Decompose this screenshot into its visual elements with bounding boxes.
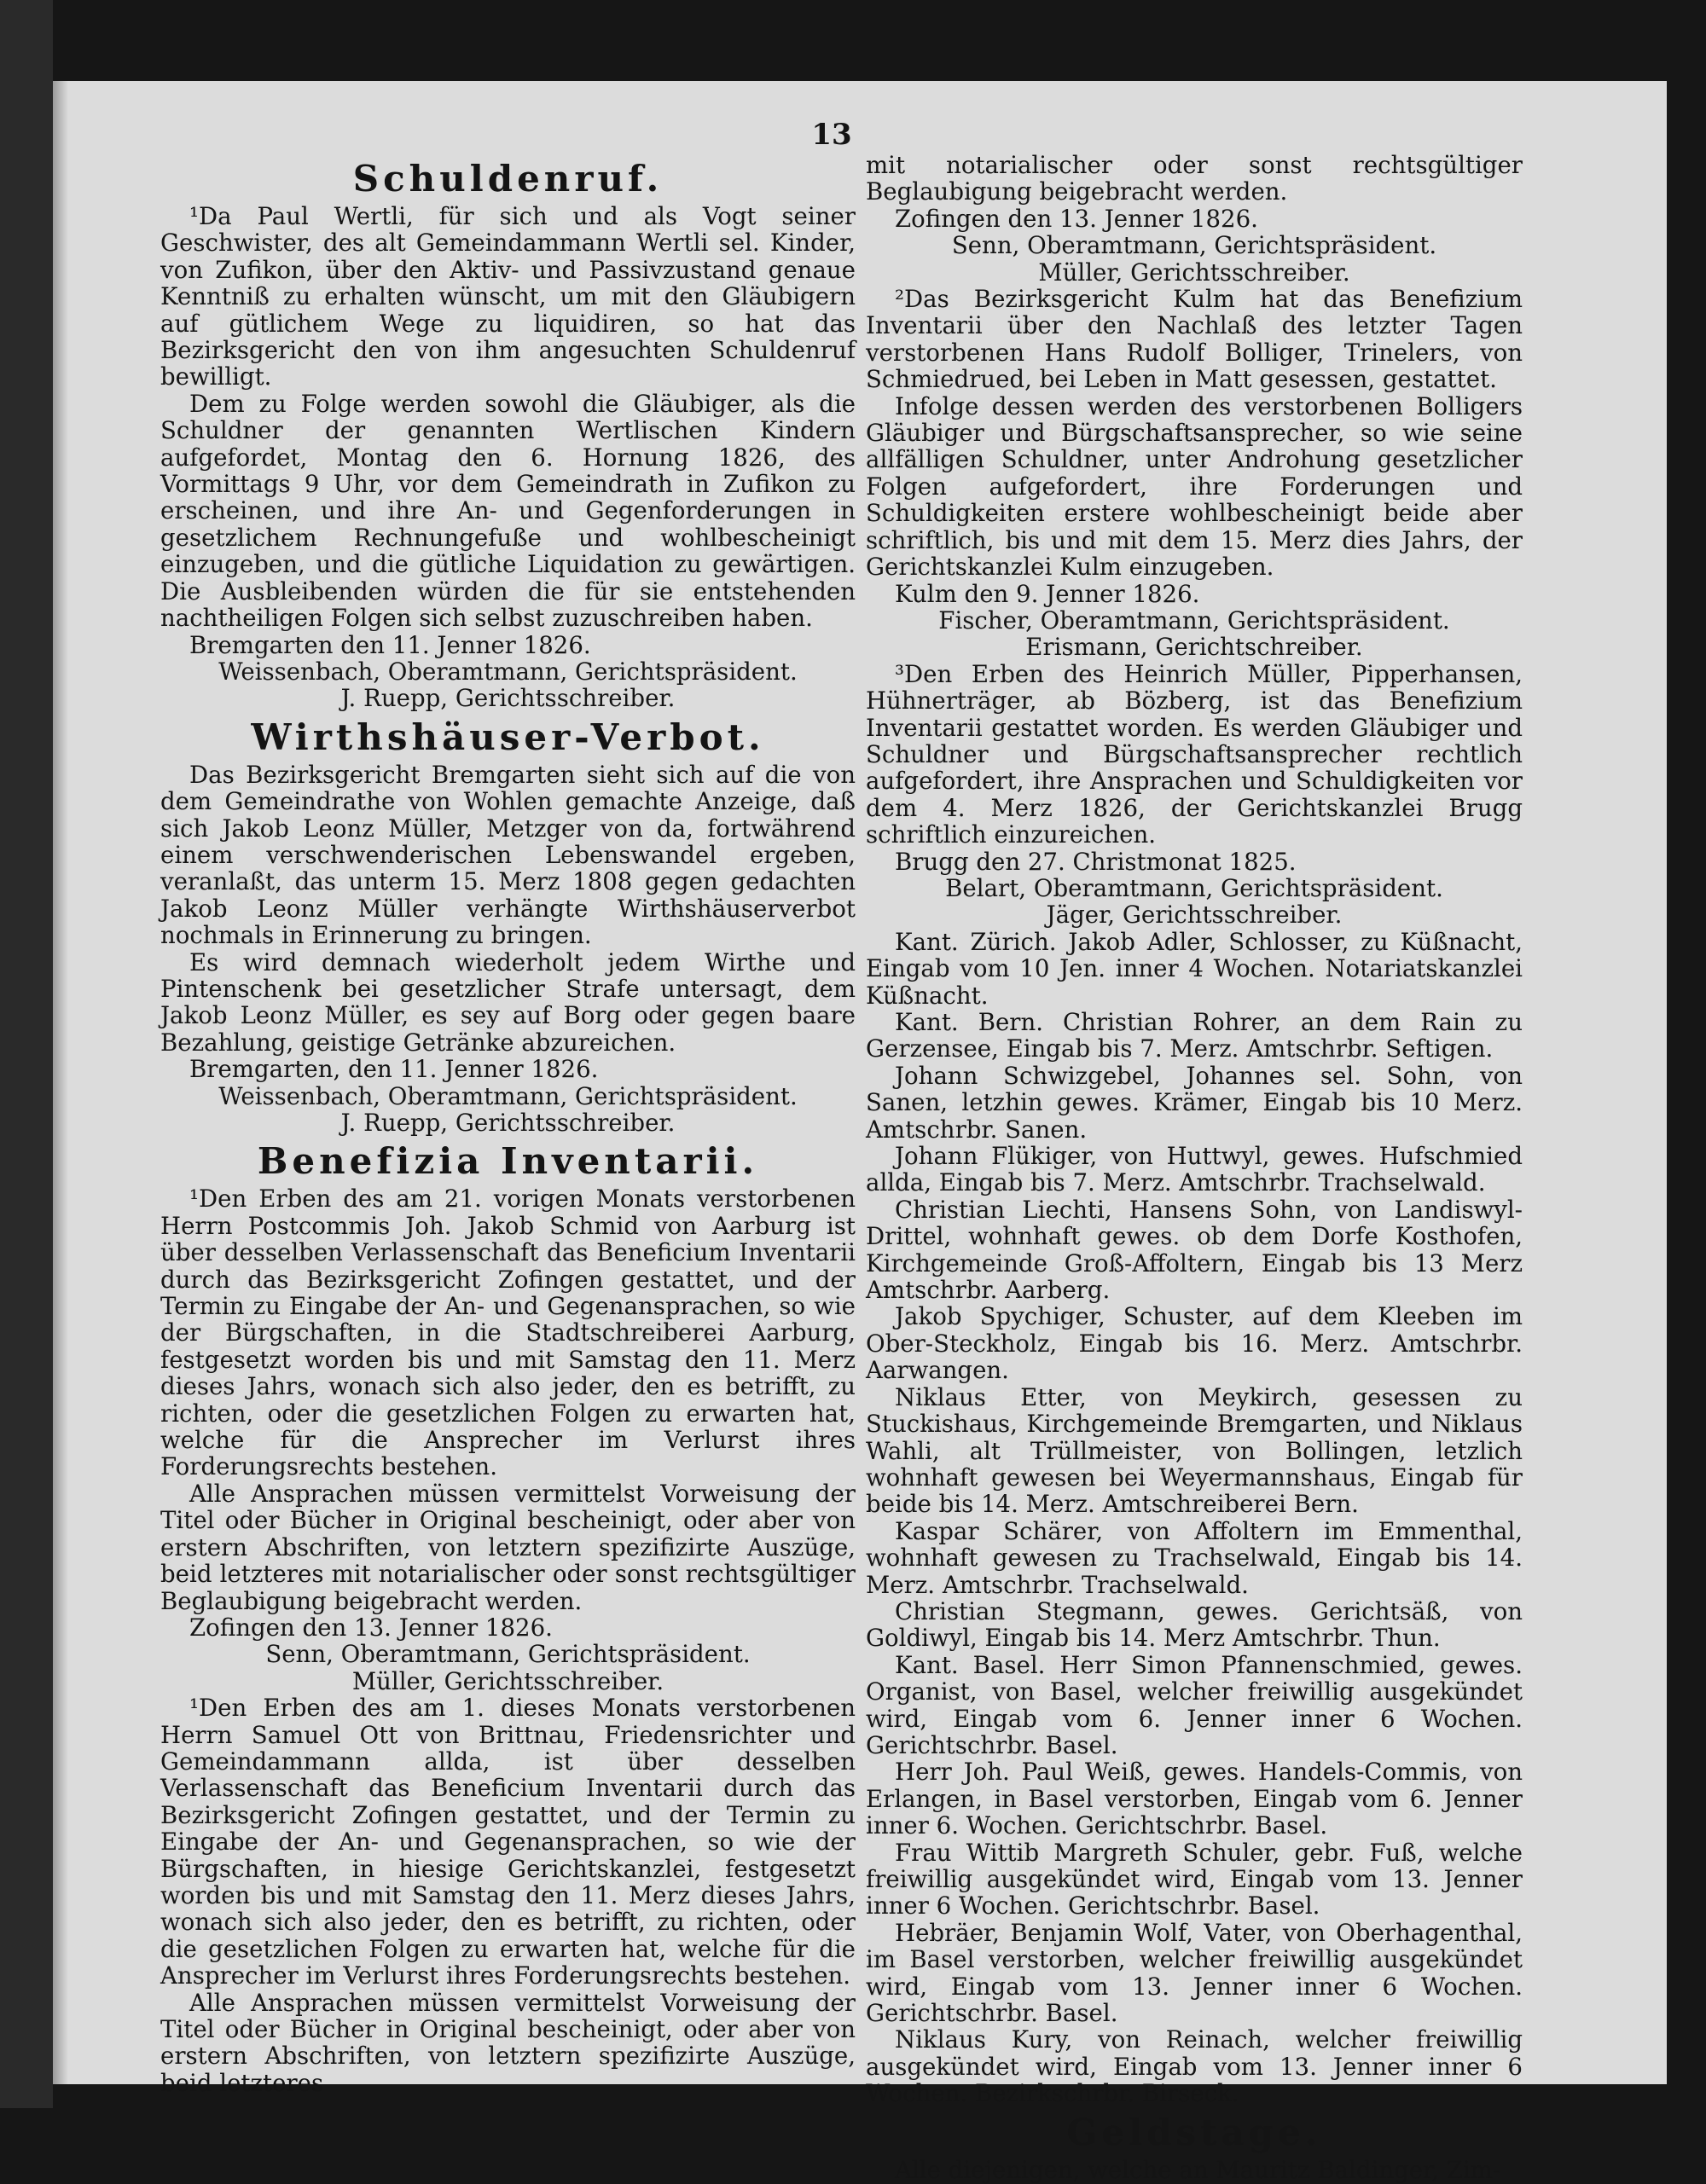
listing-entry: Kaspar Schärer, von Affoltern im Emmenthal, wohnhaft gewesen zu Trachselwald, Eingab bis 14. Merz. Amtschrbr. Trachselwald. xyxy=(866,1516,1523,1599)
section-heading: Wirthshäuser-Verbot. xyxy=(251,715,765,758)
place-date-line: Zofingen den 13. Jenner 1826. xyxy=(895,204,1258,233)
right-column xyxy=(866,152,1523,2183)
listing-entry: Jakob Spychiger, Schuster, auf dem Kleeben im Ober-Steckholz, Eingab bis 16. Merz. Amtschrbr. Aarwangen. xyxy=(866,1302,1523,1385)
listing-entry: Kant. Zürich. Jakob Adler, Schlosser, zu Küßnacht, Eingab vom 10 Jen. inner 4 Wochen. Notariatskanzlei Küßnacht. xyxy=(866,927,1523,1010)
place-date-line: Bremgarten, den 11. Jenner 1826. xyxy=(189,1055,599,1084)
paragraph: ¹Den Erben des am 21. vorigen Monats verstorbenen Herrn Postcommis Joh. Jakob Schmid von Aarburg ist über desselben Verlassenschaft das Beneficium Inventarii durch das Bezirksgericht Zofingen gestattet, und der Termin zu Eingabe der An- und Gegenansprachen, so wie der Bürgschaften, in die Stadtschreiberei Aarburg, festgesetzt worden bis und mit Samstag den 11. Merz dieses Jahrs, wonach sich also jeder, den es betrifft, zu richten, oder die gesetzlichen Folgen zu erwarten hat, welche für die Ansprecher im Verlurst ihres Forderungsrechts bestehen. xyxy=(160,1185,856,1481)
paragraph: Dem zu Folge werden sowohl die Gläubiger, als die Schuldner der genannten Wertlischen Kindern aufgefordet, Montag den 6. Hornung 1826, des Vormittags 9 Uhr, vor dem Gemeindrath in Zufikon zu erscheinen, und ihre An- und Gegenforderungen in gesetzlichem Rechnungefuße und wohlbescheinigt einzugeben, und die gütliche Liquidation zu gewärtigen. Die Ausbleibenden würden die für sie entstehenden nachtheiligen Folgen sich selbst zuzuschreiben haben. xyxy=(160,389,856,633)
signature-line: Erismann, Gerichtschreiber. xyxy=(1025,633,1363,662)
listing-entry: Johann Flükiger, von Huttwyl, gewes. Hufschmied allda, Eingab bis 7. Merz. Amtschrbr. Trachselwald. xyxy=(866,1142,1523,1197)
listing-entry: Kant. Basel. Herr Simon Pfannenschmied, gewes. Organist, von Basel, welcher freiwillig ausgekündet wird, Eingab vom 6. Jenner inner 6 Wochen. Gerichtschrbr. Basel. xyxy=(866,1650,1523,1759)
paragraph: ¹Den Erben des am 1. dieses Monats verstorbenen Herrn Samuel Ott von Brittnau, Friedensrichter und Gemeindammann allda, ist über desselben Verlassenschaft das Beneficium Inventarii durch das Bezirksgericht Zofingen gestattet, und der Termin zu Eingabe der An- und Gegenansprachen, so wie der Bürgschaften, in hiesige Gerichtskanzlei, festgesetzt worden bis und mit Samstag den 11. Merz dieses Jahrs, wonach sich also jeder, den es betrifft, zu richten, oder die gesetzlichen Folgen zu erwarten hat, welche für die Ansprecher im Verlurst ihres Forderungsrechts bestehen. xyxy=(160,1694,856,1990)
signature-line: Müller, Gerichtsschreiber. xyxy=(1038,258,1350,287)
place-date-line: Bremgarten den 11. Jenner 1826. xyxy=(189,630,591,659)
paragraph: ¹Da Paul Wertli, für sich und als Vogt seiner Geschwister, des alt Gemeindammann Wertli sel. Kinder, von Zufikon, über den Aktiv- und Passivzustand genaue Kenntniß zu erhalten wünscht, um mit den Gläubigern auf gütlichem Wege zu liquidiren, so hat das Bezirksgericht den von ihm angesuchten Schuldenruf bewilligt. xyxy=(160,202,856,391)
listing-entry: Kant. Bern. Christian Rohrer, an dem Rain zu Gerzensee, Eingab bis 7. Merz. Amtschrbr. Seftigen. xyxy=(866,1008,1523,1063)
paragraph: ²Das Bezirksgericht Kulm hat das Benefizium Inventarii über den Nachlaß des letzter Tagen verstorbenen Hans Rudolf Bolliger, Trinelers, von Schmiedrued, bei Leben in Matt gesessen, gestattet. xyxy=(866,285,1523,394)
listing-entry: Herr Joh. Paul Weiß, gewes. Handels-Commis, von Erlangen, in Basel verstorben, Eingab vom 6. Jenner inner 6. Wochen. Gerichtschrbr. Basel. xyxy=(866,1758,1523,1840)
listing-entry: Niklaus Kury, von Reinach, welcher freiwillig ausgekündet wird, Eingab vom 13. Jenner inner 6 Wochen. Bezirkschrbr. Birseck. xyxy=(866,2025,1523,2108)
signature-line: Weissenbach, Oberamtmann, Gerichtspräsident. xyxy=(218,657,798,686)
paragraph: Infolge dessen werden des verstorbenen Bolligers Gläubiger und Bürgschaftsansprecher, so wie seine allfälligen Schuldner, unter Androhung gesetzlicher Folgen aufgefordert, ihre Forderungen und Schuldigkeiten erstere wohlbescheinigt beide aber schriftlich, bis und mit dem 15. Merz dies Jahrs, der Gerichtskanzlei Kulm einzugeben. xyxy=(866,391,1523,582)
paragraph: Das Bezirksgericht Bremgarten sieht sich auf die von dem Gemeindrathe von Wohlen gemachte Anzeige, daß sich Jakob Leonz Müller, Metzger von da, fortwährend einem verschwenderischen Lebenswandel ergeben, veranlaßt, das unterm 15. Merz 1808 gegen gedachten Jakob Leonz Müller verhängte Wirthshäuserverbot nochmals in Erinnerung zu bringen. xyxy=(160,760,856,950)
signature-line: Weissenbach, Oberamtmann, Gerichtspräsident. xyxy=(218,1081,798,1110)
page-fold-shadow xyxy=(53,81,68,2084)
listing-entry: Johann Schwizgebel, Johannes sel. Sohn, von Sanen, letzhin gewes. Krämer, Eingab bis 10 Merz. Amtschrbr. Sanen. xyxy=(866,1061,1523,1144)
place-date-line: Zofingen den 13. Jenner 1826. xyxy=(189,1613,553,1642)
section-heading: Schuldenruf. xyxy=(352,158,664,200)
signature-line: Müller, Gerichtsschreiber. xyxy=(351,1666,664,1695)
listing-entry: Frau Wittib Margreth Schuler, gebr. Fuß, welche freiwillig ausgekündet wird, Eingab vom 13. Jenner inner 6 Wochen. Gerichtschrbr. Basel. xyxy=(866,1838,1523,1920)
paragraph: Es wird demnach wiederholt jedem Wirthe und Pintenschenk bei gesetzlicher Strafe untersagt, dem Jakob Leonz Müller, es sey auf Borg oder gegen baare Bezahlung, geistige Getränke abzureichen. xyxy=(160,947,856,1057)
paragraph: ³Den Erben des Heinrich Müller, Pipperhansen, Hühnerträger, ab Bözberg, ist das Benefizium Inventarii gestattet worden. Es werden Gläubiger und Schuldner und Bürgschaftsansprecher rechtlich aufgefordert, ihre Ansprachen und Schuldigkeiten vor dem 4. Merz 1826, der Gerichtskanzlei Brugg schriftlich einzureichen. xyxy=(866,659,1523,849)
signature-line: Senn, Oberamtmann, Gerichtspräsident. xyxy=(265,1640,751,1669)
left-column xyxy=(160,154,856,2096)
section-heading: Benefizia Inventarii. xyxy=(257,1140,759,1183)
place-date-line: Brugg den 27. Christmonat 1825. xyxy=(895,847,1297,876)
signature-line: Jäger, Gerichtsschreiber. xyxy=(1046,901,1343,930)
signature-line: J. Ruepp, Gerichtsschreiber. xyxy=(340,1109,676,1137)
paragraph: Alle Ansprachen müssen vermittelst Vorweisung der Titel oder Bücher in Original bescheinigt, oder aber von erstern Abschriften, von letztern spezifizirte Auszüge, beid letzteres xyxy=(160,1988,856,2097)
binding-gutter xyxy=(0,0,53,2108)
signature-line: J. Ruepp, Gerichtsschreiber. xyxy=(340,684,676,713)
listing-entry: Niklaus Etter, von Meykirch, gesessen zu Stuckishaus, Kirchgemeinde Bremgarten, und Niklaus Wahli, alt Trüllmeister, von Bollingen, letzlich wohnhaft gewesen bei Weyermannshaus, Eingab für beide bis 14. Merz. Amtschreiberei Bern. xyxy=(866,1382,1523,1519)
section-heading: Geldstage. xyxy=(1066,2111,1322,2153)
place-date-line: Kulm den 9. Jenner 1826. xyxy=(895,579,1200,608)
listing-entry: Christian Liechti, Hansens Sohn, von Landiswyl-Drittel, wohnhaft gewes. ob dem Dorfe Kosthofen, Kirchgemeinde Groß-Affoltern, Eingab bis 13 Merz Amtschrbr. Aarberg. xyxy=(866,1195,1523,1305)
listing-entry: Hebräer, Benjamin Wolf, Vater, von Oberhagenthal, im Basel verstorben, welcher freiwillig ausgekündet wird, Eingab vom 13. Jenner inner 6 Wochen. Gerichtschrbr. Basel. xyxy=(866,1918,1523,2028)
paragraph: Alle Ansprachen müssen vermittelst Vorweisung der Titel oder Bücher in Original bescheinigt, oder aber von erstern Abschriften, von letztern spezifizirte Auszüge, beid letzteres mit notarialischer oder sonst rechtsgültiger Beglaubigung beigebracht werden. xyxy=(160,1479,856,1615)
signature-line: Fischer, Oberamtmann, Gerichtspräsident. xyxy=(938,605,1450,634)
signature-line: Belart, Oberamtmann, Gerichtspräsident. xyxy=(945,873,1443,902)
listing-entry: Christian Stegmann, gewes. Gerichtsäß, von Goldiwyl, Eingab bis 14. Merz Amtschrbr. Thun. xyxy=(866,1596,1523,1653)
signature-line: Senn, Oberamtmann, Gerichtspräsident. xyxy=(951,231,1437,260)
page-number: 13 xyxy=(811,118,852,152)
paragraph-continued: mit notarialischer oder sonst rechtsgültiger Beglaubigung beigebracht werden. xyxy=(866,151,1523,206)
paragraph: Alle diejenigen, welche an Mauritz Baldinger, Zim- xyxy=(895,2155,1501,2184)
